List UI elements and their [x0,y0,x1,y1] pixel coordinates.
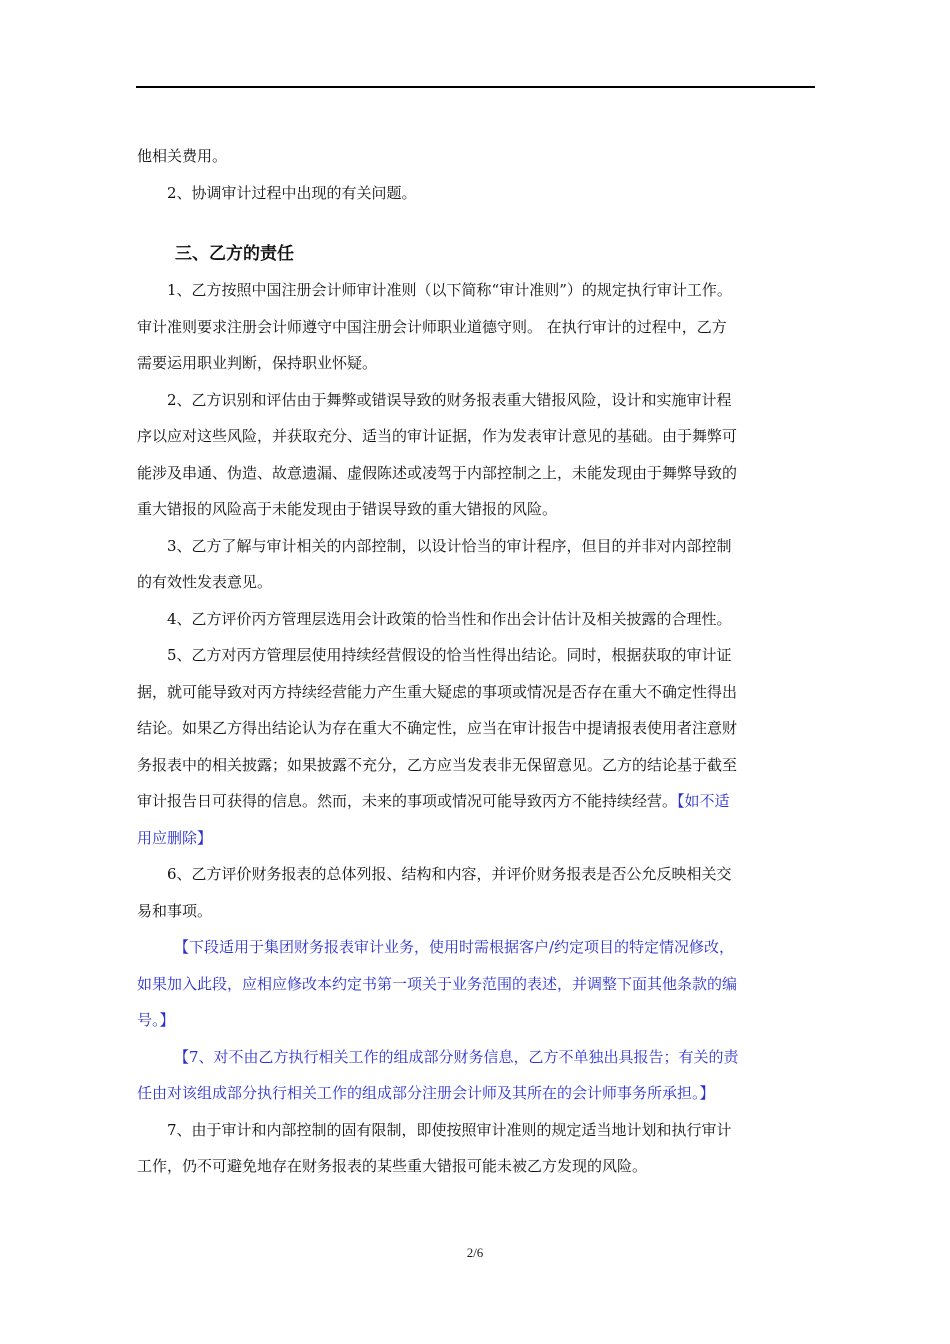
paragraph-line: 务报表中的相关披露；如果披露不充分，乙方应当发表非无保留意见。乙方的结论基于截至 [137,755,738,774]
paragraph-text: 审计报告日可获得的信息。然而，未来的事项或情况可能导致丙方不能持续经营。 [137,792,678,810]
paragraph-1 [137,272,819,382]
header-rule [136,86,815,88]
paragraph-line: 4、乙方评价丙方管理层选用会计政策的恰当性和作出会计估计及相关披露的合理性。 [167,609,732,628]
paragraph-line: 需要运用职业判断，保持职业怀疑。 [137,354,378,372]
list-item-2: 2、协调审计过程中出现的有关问题。 [167,183,417,202]
paragraph-line: 5、乙方对丙方管理层使用持续经营假设的恰当性得出结论。同时，根据获取的审计证 [167,646,732,664]
paragraph-line: 6、乙方评价财务报表的总体列报、结构和内容，并评价财务报表是否公允反映相关交 [167,865,732,883]
note-line: 【7、对不由乙方执行相关工作的组成部分财务信息，乙方不单独出具报告；有关的责 [174,1047,739,1066]
page-number: 2/6 [466,1245,484,1260]
note-line: 号。】 [137,1011,175,1029]
note-line: 任由对该组成部分执行相关工作的组成部分注册会计师及其所在的会计师事务所承担。】 [137,1084,715,1102]
paragraph-line: 审计准则要求注册会计师遵守中国注册会计师职业道德守则。 在执行审计的过程中，乙方 [137,317,727,336]
document-body [137,138,819,1185]
paragraph-line: 据，就可能导致对丙方持续经营能力产生重大疑虑的事项或情况是否存在重大不确定性得出 [137,682,738,701]
paragraph-line: 7、由于审计和内部控制的固有限制，即使按照审计准则的规定适当地计划和执行审计 [167,1120,732,1139]
note-line: 【下段适用于集团财务报表审计业务，使用时需根据客户/约定项目的特定情况修改， [174,938,735,956]
paragraph-line: 序以应对这些风险，并获取充分、适当的审计证据，作为发表审计意见的基础。由于舞弊可 [137,427,738,445]
paragraph-7 [137,1112,819,1185]
paragraph-line: 工作，仍不可避免地存在财务报表的某些重大错报可能未被乙方发现的风险。 [137,1157,648,1175]
component-note [137,1039,819,1112]
paragraph-line: 易和事项。 [137,901,213,920]
section-heading: 三、乙方的责任 [175,244,294,264]
paragraph-line: 的有效性发表意见。 [137,573,273,591]
paragraph-line: 1、乙方按照中国注册会计师审计准则（以下简称“审计准则”）的规定执行审计工作。 [167,281,732,299]
paragraph-4 [137,601,819,638]
paragraph-line: 结论。如果乙方得出结论认为存在重大不确定性，应当在审计报告中提请报表使用者注意财 [137,719,738,737]
paragraph-2 [137,382,819,528]
paragraph-line: 2、乙方识别和评估由于舞弊或错误导致的财务报表重大错报风险，设计和实施审计程 [167,390,732,409]
note-line: 如果加入此段，应相应修改本约定书第一项关于业务范围的表述，并调整下面其他条款的编 [137,974,738,993]
group-audit-note [137,929,819,1039]
delete-note-cont: 用应删除】 [137,828,213,847]
paragraph-line: 能涉及串通、伪造、故意遗漏、虚假陈述或凌驾于内部控制之上，未能发现由于舞弊导致的 [137,463,738,482]
paragraph-line: 3、乙方了解与审计相关的内部控制，以设计恰当的审计程序，但目的并非对内部控制 [167,536,732,555]
continued-text: 他相关费用。 [137,147,228,165]
paragraph-6 [137,856,819,929]
delete-note: 【如不适 [677,792,730,810]
paragraph-line [137,783,819,820]
paragraph-line: 重大错报的风险高于未能发现由于错误导致的重大错报的风险。 [137,500,558,518]
paragraph-5 [137,637,819,856]
paragraph-3 [137,528,819,601]
